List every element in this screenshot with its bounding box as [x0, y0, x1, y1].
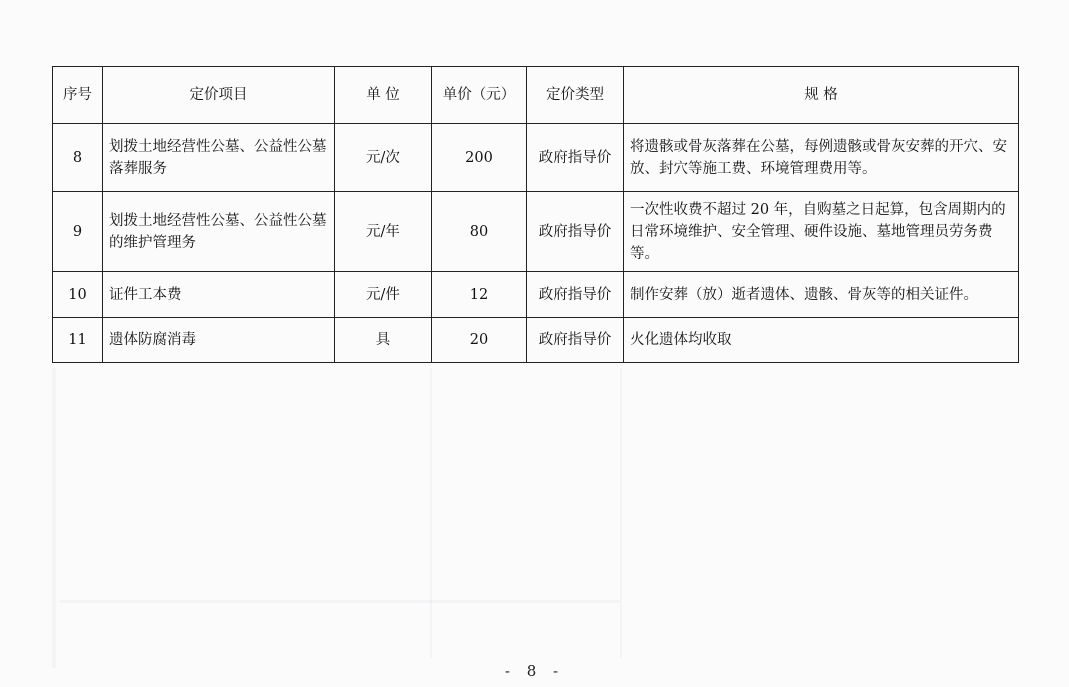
scan-bleed-line — [52, 368, 56, 668]
cell-pricing-item: 证件工本费 — [103, 272, 335, 318]
page-number: - 8 - — [504, 662, 565, 680]
table-row — [53, 272, 1019, 318]
fee-table-container — [52, 66, 1018, 363]
cell-specification: 将遗骸或骨灰落葬在公墓，每例遗骸或骨灰安葬的开穴、安放、封穴等施工费、环境管理费用等。 — [624, 124, 1019, 192]
scan-bleed-line — [60, 600, 620, 603]
cell-serial: 8 — [53, 124, 103, 192]
cell-unit-price: 80 — [432, 192, 527, 272]
cell-unit: 元/年 — [335, 192, 432, 272]
cell-specification: 火化遗体均收取 — [624, 318, 1019, 363]
cell-pricing-type: 政府指导价 — [527, 318, 624, 363]
fee-table — [52, 66, 1019, 363]
cell-serial: 10 — [53, 272, 103, 318]
header-pricing-item: 定价项目 — [103, 67, 335, 124]
header-unit-price: 单价（元） — [432, 67, 527, 124]
cell-specification: 制作安葬（放）逝者遗体、遗骸、骨灰等的相关证件。 — [624, 272, 1019, 318]
cell-pricing-item: 划拨土地经营性公墓、公益性公墓的维护管理务 — [103, 192, 335, 272]
header-specification: 规 格 — [624, 67, 1019, 124]
table-row — [53, 192, 1019, 272]
cell-pricing-type: 政府指导价 — [527, 272, 624, 318]
cell-specification: 一次性收费不超过 20 年，自购墓之日起算，包含周期内的日常环境维护、安全管理、硬件设施、墓地管理员劳务费等。 — [624, 192, 1019, 272]
table-row — [53, 124, 1019, 192]
header-pricing-type: 定价类型 — [527, 67, 624, 124]
cell-serial: 11 — [53, 318, 103, 363]
cell-unit: 具 — [335, 318, 432, 363]
header-serial: 序号 — [53, 67, 103, 124]
cell-unit-price: 12 — [432, 272, 527, 318]
scan-bleed-line — [620, 368, 622, 658]
cell-pricing-item: 遗体防腐消毒 — [103, 318, 335, 363]
cell-unit: 元/件 — [335, 272, 432, 318]
table-row — [53, 318, 1019, 363]
cell-unit-price: 200 — [432, 124, 527, 192]
cell-pricing-item: 划拨土地经营性公墓、公益性公墓落葬服务 — [103, 124, 335, 192]
cell-unit: 元/次 — [335, 124, 432, 192]
cell-pricing-type: 政府指导价 — [527, 124, 624, 192]
table-header-row — [53, 67, 1019, 124]
cell-unit-price: 20 — [432, 318, 527, 363]
cell-pricing-type: 政府指导价 — [527, 192, 624, 272]
scan-bleed-line — [430, 368, 432, 658]
header-unit: 单 位 — [335, 67, 432, 124]
cell-serial: 9 — [53, 192, 103, 272]
